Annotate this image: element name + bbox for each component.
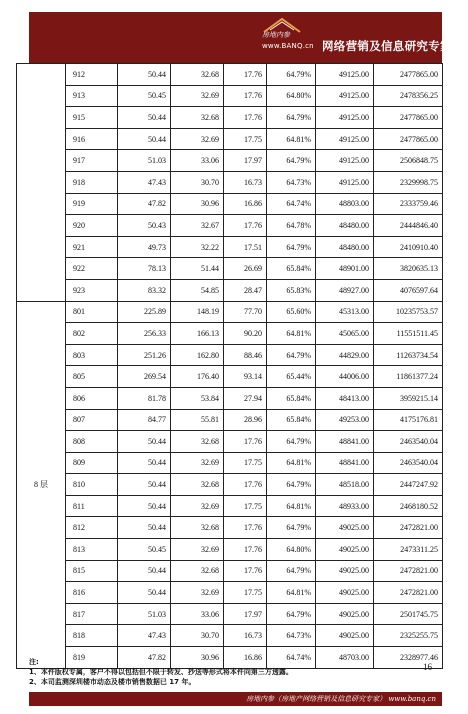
table-row bbox=[17, 301, 443, 323]
value-cell-total: 2506848.75 bbox=[374, 150, 443, 172]
value-cell-total: 2329998.75 bbox=[374, 171, 443, 193]
value-cell-a: 50.44 bbox=[118, 495, 171, 517]
value-cell-pct: 65.60% bbox=[267, 301, 316, 323]
room-cell: 803 bbox=[66, 344, 118, 366]
value-cell-pct: 65.84% bbox=[267, 409, 316, 431]
value-cell-a: 47.82 bbox=[118, 193, 171, 215]
value-cell-price: 48901.00 bbox=[316, 258, 374, 280]
footnote-title: 注: bbox=[29, 658, 39, 666]
value-cell-pct: 64.81% bbox=[267, 323, 316, 345]
room-cell: 916 bbox=[66, 128, 118, 150]
value-cell-c: 28.96 bbox=[224, 409, 267, 431]
value-cell-total: 2478356.25 bbox=[374, 85, 443, 107]
footer-bar-text: 房地内参（房地产网络营销及信息研究专家） www.banq.cn bbox=[246, 695, 436, 703]
table-row bbox=[17, 366, 443, 388]
value-cell-c: 17.75 bbox=[224, 582, 267, 604]
value-cell-a: 51.03 bbox=[118, 150, 171, 172]
value-cell-price: 49125.00 bbox=[316, 85, 374, 107]
footnote bbox=[29, 657, 421, 692]
floor-cell: 8 层 bbox=[17, 301, 66, 668]
value-cell-a: 50.44 bbox=[118, 128, 171, 150]
value-cell-total: 2447247.92 bbox=[374, 474, 443, 496]
room-cell: 813 bbox=[66, 539, 118, 561]
value-cell-a: 269.54 bbox=[118, 366, 171, 388]
room-cell: 817 bbox=[66, 603, 118, 625]
value-cell-pct: 64.79% bbox=[267, 560, 316, 582]
value-cell-a: 47.43 bbox=[118, 625, 171, 647]
table-row bbox=[17, 171, 443, 193]
value-cell-c: 17.76 bbox=[224, 64, 267, 86]
value-cell-b: 162.80 bbox=[171, 344, 224, 366]
room-cell: 807 bbox=[66, 409, 118, 431]
value-cell-pct: 64.81% bbox=[267, 582, 316, 604]
value-cell-total: 3820635.13 bbox=[374, 258, 443, 280]
value-cell-a: 84.77 bbox=[118, 409, 171, 431]
value-cell-pct: 64.79% bbox=[267, 431, 316, 453]
value-cell-pct: 64.73% bbox=[267, 171, 316, 193]
value-cell-total: 2472821.00 bbox=[374, 582, 443, 604]
logo-brand: 房地内参 bbox=[262, 31, 290, 39]
value-cell-c: 17.75 bbox=[224, 128, 267, 150]
value-cell-a: 50.45 bbox=[118, 539, 171, 561]
value-cell-c: 16.86 bbox=[224, 647, 267, 669]
value-cell-total: 2463540.04 bbox=[374, 452, 443, 474]
value-cell-pct: 64.79% bbox=[267, 150, 316, 172]
table-row bbox=[17, 474, 443, 496]
value-cell-b: 30.96 bbox=[171, 193, 224, 215]
value-cell-price: 44829.00 bbox=[316, 344, 374, 366]
table-row bbox=[17, 150, 443, 172]
value-cell-c: 17.76 bbox=[224, 85, 267, 107]
table-row bbox=[17, 625, 443, 647]
value-cell-pct: 64.80% bbox=[267, 539, 316, 561]
value-cell-a: 251.26 bbox=[118, 344, 171, 366]
value-cell-b: 33.06 bbox=[171, 603, 224, 625]
value-cell-b: 54.85 bbox=[171, 279, 224, 301]
room-cell: 922 bbox=[66, 258, 118, 280]
value-cell-total: 2463540.04 bbox=[374, 431, 443, 453]
value-cell-price: 49025.00 bbox=[316, 603, 374, 625]
value-cell-a: 50.44 bbox=[118, 474, 171, 496]
value-cell-c: 16.73 bbox=[224, 171, 267, 193]
value-cell-c: 17.76 bbox=[224, 539, 267, 561]
room-cell: 801 bbox=[66, 301, 118, 323]
value-cell-total: 2472821.00 bbox=[374, 517, 443, 539]
footer-bar bbox=[29, 692, 442, 706]
value-cell-pct: 65.84% bbox=[267, 387, 316, 409]
table-row bbox=[17, 431, 443, 453]
value-cell-total: 11551511.45 bbox=[374, 323, 443, 345]
table-row bbox=[17, 582, 443, 604]
value-cell-pct: 65.44% bbox=[267, 366, 316, 388]
value-cell-b: 30.70 bbox=[171, 171, 224, 193]
table-row bbox=[17, 539, 443, 561]
room-cell: 809 bbox=[66, 452, 118, 474]
value-cell-b: 32.68 bbox=[171, 431, 224, 453]
value-cell-pct: 65.84% bbox=[267, 258, 316, 280]
value-cell-price: 48803.00 bbox=[316, 193, 374, 215]
value-cell-a: 50.45 bbox=[118, 85, 171, 107]
value-cell-total: 2477865.00 bbox=[374, 128, 443, 150]
value-cell-pct: 64.81% bbox=[267, 128, 316, 150]
table-row bbox=[17, 409, 443, 431]
table-row bbox=[17, 215, 443, 237]
value-cell-c: 88.46 bbox=[224, 344, 267, 366]
room-cell: 802 bbox=[66, 323, 118, 345]
value-cell-c: 17.76 bbox=[224, 560, 267, 582]
value-cell-pct: 64.79% bbox=[267, 517, 316, 539]
value-cell-c: 17.76 bbox=[224, 517, 267, 539]
value-cell-a: 51.03 bbox=[118, 603, 171, 625]
value-cell-price: 45065.00 bbox=[316, 323, 374, 345]
value-cell-b: 32.68 bbox=[171, 64, 224, 86]
value-cell-pct: 64.74% bbox=[267, 647, 316, 669]
value-cell-price: 48480.00 bbox=[316, 236, 374, 258]
value-cell-total: 2468180.52 bbox=[374, 495, 443, 517]
value-cell-price: 49025.00 bbox=[316, 560, 374, 582]
table-row bbox=[17, 517, 443, 539]
value-cell-price: 48933.00 bbox=[316, 495, 374, 517]
value-cell-pct: 64.81% bbox=[267, 495, 316, 517]
value-cell-pct: 64.79% bbox=[267, 603, 316, 625]
value-cell-c: 17.76 bbox=[224, 474, 267, 496]
footnote-line-1: 1、本件版权专属，客户不得以包括但不限于转发、抄送等形式将本件向第三方透露。 bbox=[29, 668, 293, 676]
table-row bbox=[17, 258, 443, 280]
value-cell-b: 32.69 bbox=[171, 582, 224, 604]
room-cell: 805 bbox=[66, 366, 118, 388]
value-cell-pct: 64.79% bbox=[267, 344, 316, 366]
value-cell-c: 17.76 bbox=[224, 431, 267, 453]
value-cell-pct: 64.74% bbox=[267, 193, 316, 215]
room-cell: 923 bbox=[66, 279, 118, 301]
value-cell-total: 10235753.57 bbox=[374, 301, 443, 323]
value-cell-c: 17.51 bbox=[224, 236, 267, 258]
value-cell-price: 48927.00 bbox=[316, 279, 374, 301]
room-cell: 808 bbox=[66, 431, 118, 453]
table-row bbox=[17, 85, 443, 107]
value-cell-a: 50.44 bbox=[118, 517, 171, 539]
value-cell-pct: 64.79% bbox=[267, 236, 316, 258]
value-cell-c: 77.70 bbox=[224, 301, 267, 323]
value-cell-a: 83.32 bbox=[118, 279, 171, 301]
value-cell-price: 48413.00 bbox=[316, 387, 374, 409]
value-cell-b: 32.68 bbox=[171, 474, 224, 496]
value-cell-b: 33.06 bbox=[171, 150, 224, 172]
value-cell-c: 17.75 bbox=[224, 452, 267, 474]
table-row bbox=[17, 279, 443, 301]
value-cell-b: 32.69 bbox=[171, 495, 224, 517]
value-cell-total: 2501745.75 bbox=[374, 603, 443, 625]
table-row bbox=[17, 323, 443, 345]
room-cell: 810 bbox=[66, 474, 118, 496]
value-cell-a: 256.33 bbox=[118, 323, 171, 345]
value-cell-c: 17.76 bbox=[224, 107, 267, 129]
value-cell-a: 49.73 bbox=[118, 236, 171, 258]
room-cell: 815 bbox=[66, 560, 118, 582]
room-cell: 918 bbox=[66, 171, 118, 193]
table-row bbox=[17, 495, 443, 517]
value-cell-price: 49025.00 bbox=[316, 517, 374, 539]
table-row bbox=[17, 603, 443, 625]
value-cell-price: 48841.00 bbox=[316, 431, 374, 453]
value-cell-total: 2472821.00 bbox=[374, 560, 443, 582]
value-cell-price: 49025.00 bbox=[316, 582, 374, 604]
value-cell-c: 16.86 bbox=[224, 193, 267, 215]
value-cell-a: 50.44 bbox=[118, 64, 171, 86]
value-cell-pct: 64.81% bbox=[267, 452, 316, 474]
value-cell-pct: 64.78% bbox=[267, 215, 316, 237]
value-cell-price: 49125.00 bbox=[316, 107, 374, 129]
value-cell-c: 27.94 bbox=[224, 387, 267, 409]
value-cell-c: 17.97 bbox=[224, 150, 267, 172]
room-cell: 912 bbox=[66, 64, 118, 86]
value-cell-c: 93.14 bbox=[224, 366, 267, 388]
value-cell-b: 148.19 bbox=[171, 301, 224, 323]
value-cell-a: 50.43 bbox=[118, 215, 171, 237]
value-cell-pct: 65.83% bbox=[267, 279, 316, 301]
value-cell-a: 50.44 bbox=[118, 452, 171, 474]
table-row bbox=[17, 560, 443, 582]
table-row bbox=[17, 64, 443, 86]
value-cell-a: 50.44 bbox=[118, 107, 171, 129]
value-cell-a: 81.78 bbox=[118, 387, 171, 409]
value-cell-total: 2477865.00 bbox=[374, 64, 443, 86]
value-cell-b: 32.68 bbox=[171, 560, 224, 582]
value-cell-pct: 64.79% bbox=[267, 107, 316, 129]
value-cell-pct: 64.73% bbox=[267, 625, 316, 647]
floor-cell bbox=[17, 64, 66, 302]
value-cell-price: 49025.00 bbox=[316, 625, 374, 647]
table-row bbox=[17, 452, 443, 474]
value-cell-b: 32.68 bbox=[171, 107, 224, 129]
value-cell-total: 2328977.46 bbox=[374, 647, 443, 669]
page-number: 16 bbox=[423, 662, 432, 672]
room-cell: 819 bbox=[66, 647, 118, 669]
table-row bbox=[17, 387, 443, 409]
value-cell-pct: 64.79% bbox=[267, 474, 316, 496]
value-cell-a: 50.44 bbox=[118, 560, 171, 582]
value-cell-c: 26.69 bbox=[224, 258, 267, 280]
table-row bbox=[17, 344, 443, 366]
value-cell-b: 32.68 bbox=[171, 517, 224, 539]
value-cell-price: 48518.00 bbox=[316, 474, 374, 496]
value-cell-c: 90.20 bbox=[224, 323, 267, 345]
value-cell-c: 17.97 bbox=[224, 603, 267, 625]
value-cell-b: 166.13 bbox=[171, 323, 224, 345]
value-cell-b: 55.81 bbox=[171, 409, 224, 431]
banner-title: 网络营销及信息研究专家 bbox=[322, 39, 452, 53]
value-cell-b: 32.69 bbox=[171, 539, 224, 561]
value-cell-b: 32.22 bbox=[171, 236, 224, 258]
value-cell-b: 176.40 bbox=[171, 366, 224, 388]
footnote-line-2: 2、本司监测深圳楼市动态及楼市销售数据已 17 年。 bbox=[29, 678, 196, 686]
value-cell-total: 4076597.64 bbox=[374, 279, 443, 301]
room-cell: 915 bbox=[66, 107, 118, 129]
value-cell-b: 30.70 bbox=[171, 625, 224, 647]
value-cell-price: 49125.00 bbox=[316, 171, 374, 193]
table-row bbox=[17, 128, 443, 150]
value-cell-total: 11263734.54 bbox=[374, 344, 443, 366]
value-cell-price: 48480.00 bbox=[316, 215, 374, 237]
value-cell-a: 50.44 bbox=[118, 582, 171, 604]
room-cell: 806 bbox=[66, 387, 118, 409]
value-cell-a: 78.13 bbox=[118, 258, 171, 280]
table-body bbox=[17, 64, 443, 669]
value-cell-total: 2325255.75 bbox=[374, 625, 443, 647]
value-cell-price: 49125.00 bbox=[316, 150, 374, 172]
value-cell-total: 3959215.14 bbox=[374, 387, 443, 409]
value-cell-a: 225.89 bbox=[118, 301, 171, 323]
value-cell-a: 47.43 bbox=[118, 171, 171, 193]
value-cell-a: 50.44 bbox=[118, 431, 171, 453]
value-cell-b: 32.69 bbox=[171, 452, 224, 474]
value-cell-total: 2444846.40 bbox=[374, 215, 443, 237]
value-cell-total: 4175176.81 bbox=[374, 409, 443, 431]
value-cell-price: 44006.00 bbox=[316, 366, 374, 388]
value-cell-c: 16.73 bbox=[224, 625, 267, 647]
value-cell-price: 45313.00 bbox=[316, 301, 374, 323]
sales-table bbox=[16, 63, 443, 669]
value-cell-total: 2473311.25 bbox=[374, 539, 443, 561]
room-cell: 917 bbox=[66, 150, 118, 172]
value-cell-c: 17.76 bbox=[224, 215, 267, 237]
value-cell-b: 32.69 bbox=[171, 85, 224, 107]
value-cell-b: 32.67 bbox=[171, 215, 224, 237]
value-cell-price: 49253.00 bbox=[316, 409, 374, 431]
value-cell-c: 28.47 bbox=[224, 279, 267, 301]
value-cell-price: 49125.00 bbox=[316, 64, 374, 86]
value-cell-pct: 64.80% bbox=[267, 85, 316, 107]
table-row bbox=[17, 193, 443, 215]
value-cell-total: 2410910.40 bbox=[374, 236, 443, 258]
value-cell-pct: 64.79% bbox=[267, 64, 316, 86]
room-cell: 818 bbox=[66, 625, 118, 647]
value-cell-a: 47.82 bbox=[118, 647, 171, 669]
logo-url: www.BANQ.cn bbox=[262, 42, 314, 50]
value-cell-c: 17.75 bbox=[224, 495, 267, 517]
room-cell: 816 bbox=[66, 582, 118, 604]
value-cell-b: 53.84 bbox=[171, 387, 224, 409]
room-cell: 921 bbox=[66, 236, 118, 258]
room-cell: 913 bbox=[66, 85, 118, 107]
value-cell-b: 30.96 bbox=[171, 647, 224, 669]
room-cell: 919 bbox=[66, 193, 118, 215]
table-row bbox=[17, 236, 443, 258]
table-row bbox=[17, 107, 443, 129]
value-cell-price: 48841.00 bbox=[316, 452, 374, 474]
value-cell-b: 32.69 bbox=[171, 128, 224, 150]
value-cell-price: 48703.00 bbox=[316, 647, 374, 669]
value-cell-price: 49025.00 bbox=[316, 539, 374, 561]
value-cell-total: 2333759.46 bbox=[374, 193, 443, 215]
room-cell: 920 bbox=[66, 215, 118, 237]
value-cell-price: 49125.00 bbox=[316, 128, 374, 150]
room-cell: 811 bbox=[66, 495, 118, 517]
value-cell-total: 11861377.24 bbox=[374, 366, 443, 388]
room-cell: 812 bbox=[66, 517, 118, 539]
value-cell-total: 2477865.00 bbox=[374, 107, 443, 129]
value-cell-b: 51.44 bbox=[171, 258, 224, 280]
